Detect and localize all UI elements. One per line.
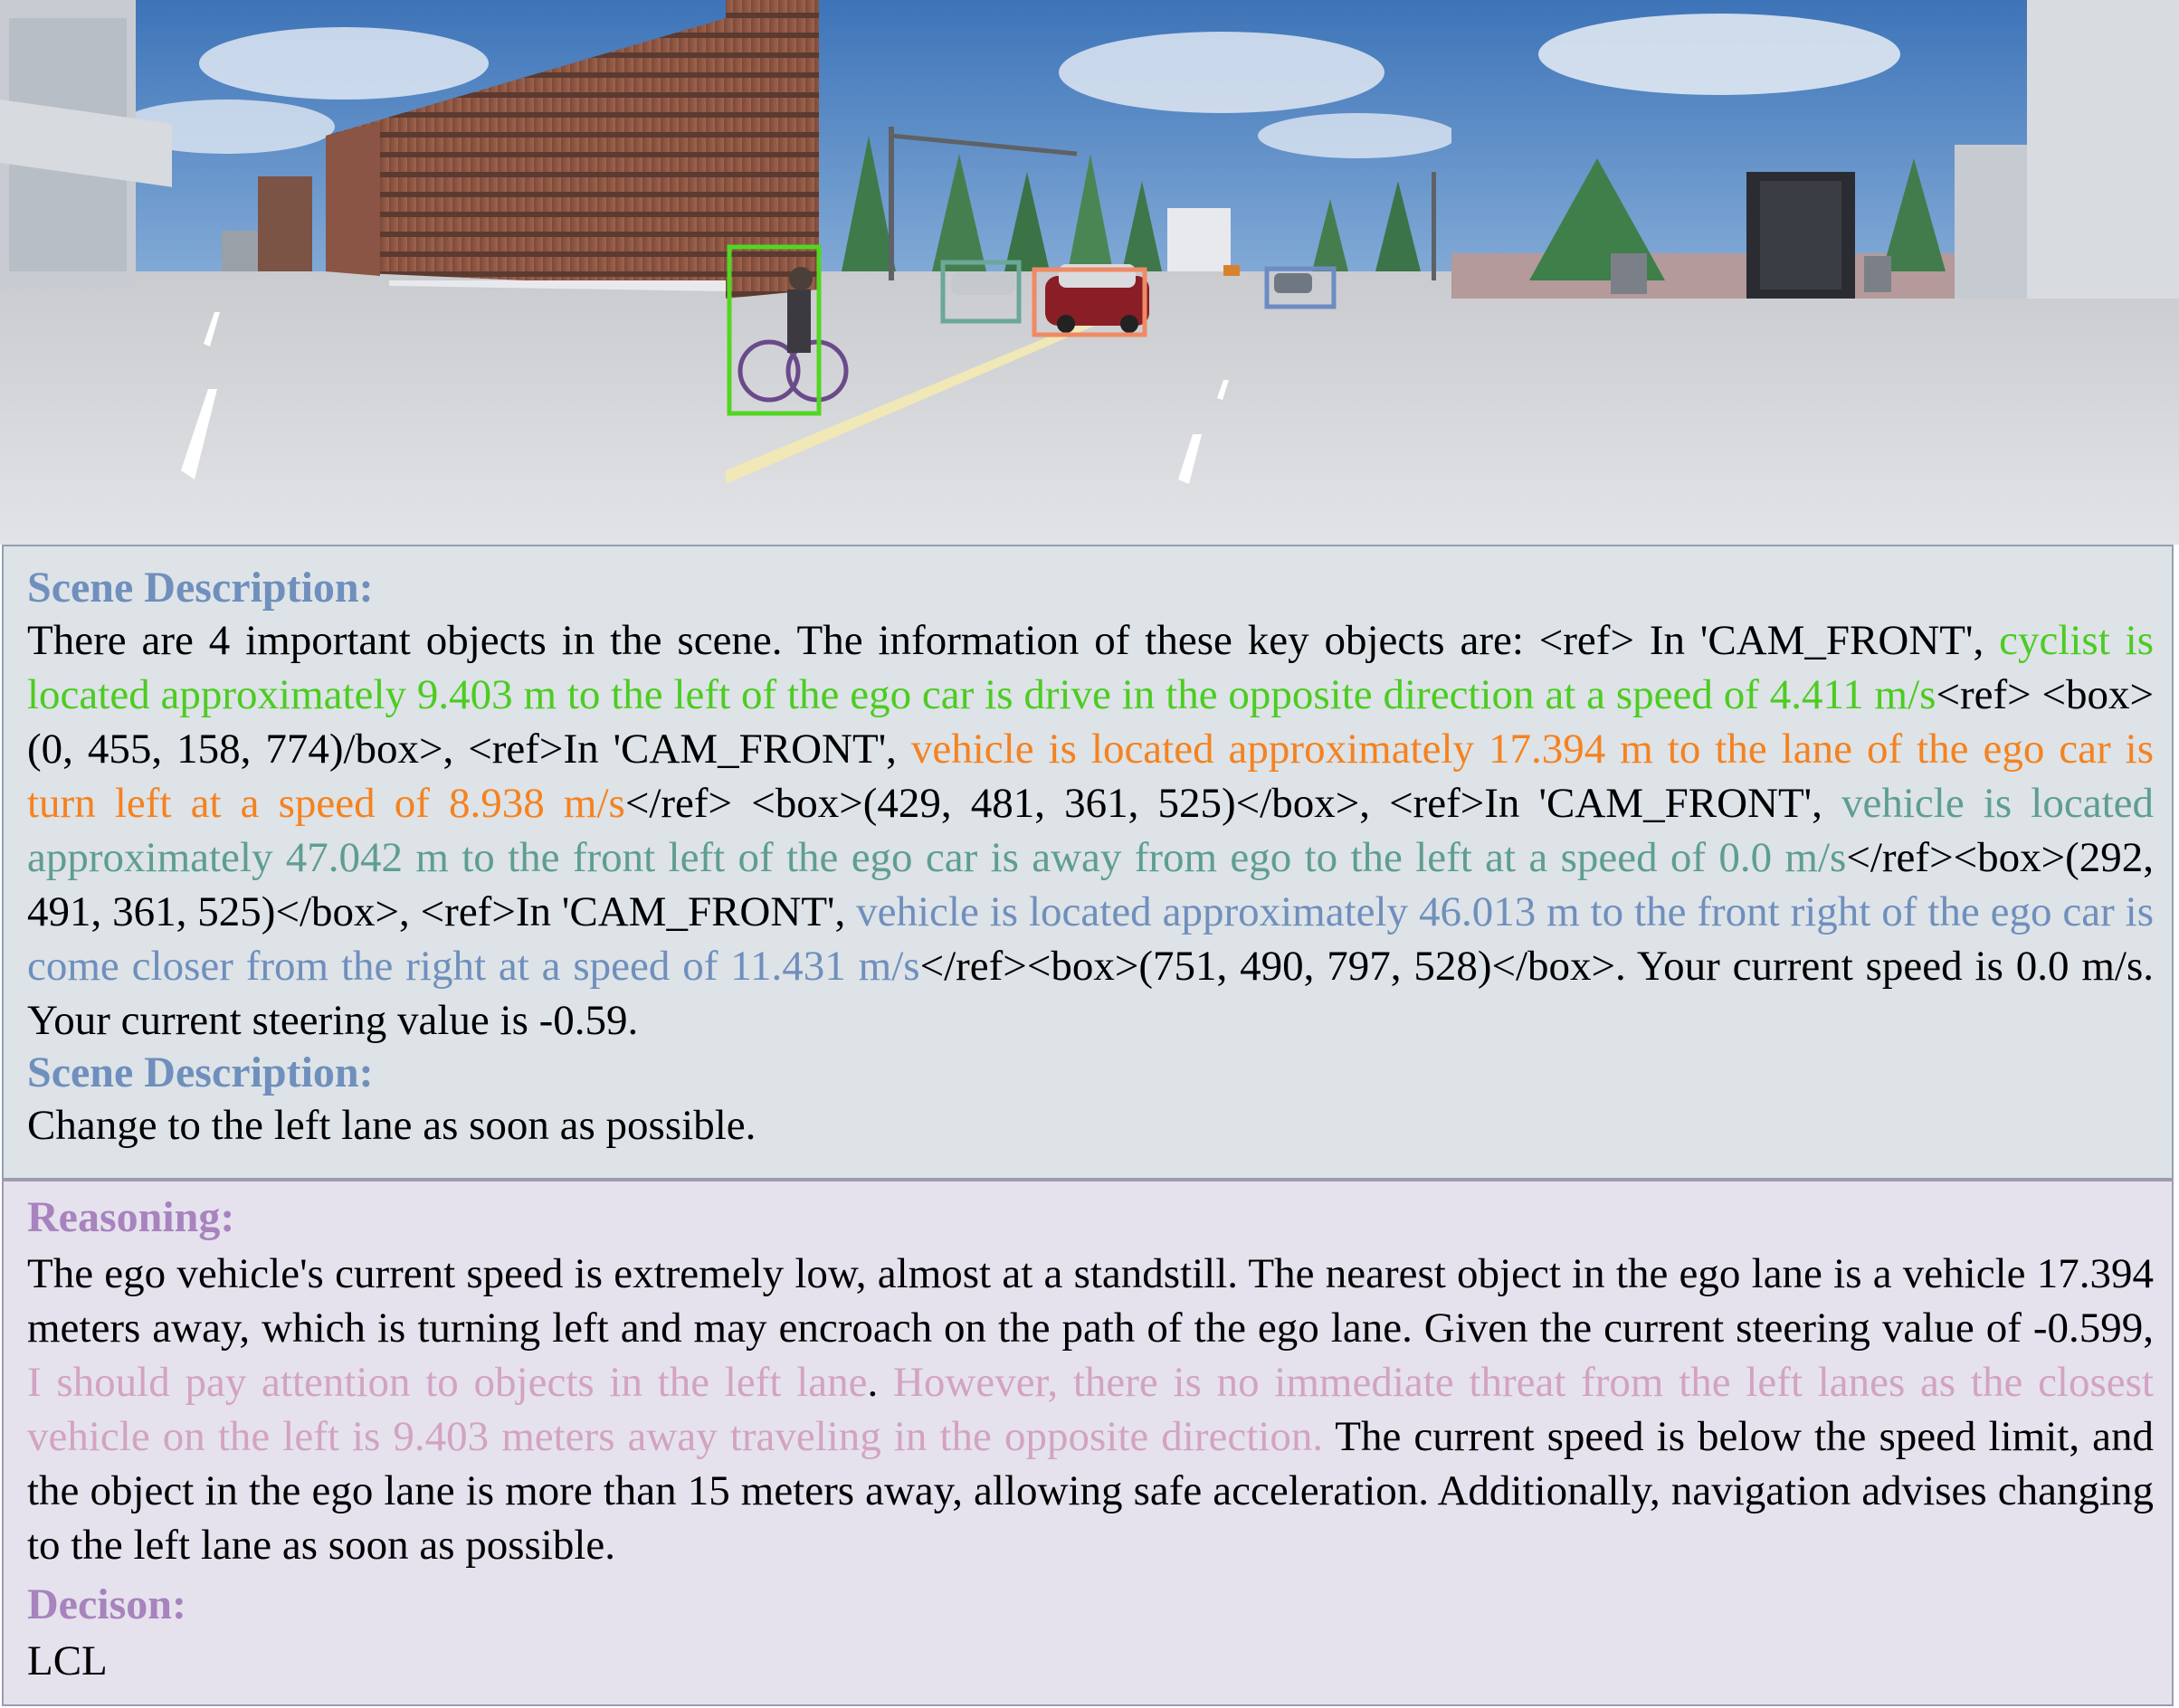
reasoning-segment: The current speed is below the speed limit, and the object in the ego lane is more than 15 meters away, allowing safe acceleration. Additionally, navigation advises changing to the left lane as soon as possible. (27, 1413, 2154, 1569)
scene-description-segment: There are 4 important objects in the scene. The information of these key objects are: <ref> In 'CAM_FRONT', (27, 617, 2000, 664)
scene-description-segment: <ref> <box>(0, 455, 158, 774)/box>, <ref>In 'CAM_FRONT', (27, 671, 2154, 773)
scene-description-text (27, 613, 2154, 1048)
decision-heading: Decison: (27, 1580, 186, 1628)
scene-description-segment: vehicle is located approximately 47.042 m to the front left of the ego car is away from ego to the left at a speed of 0.0 m/s (27, 780, 2154, 881)
reasoning-text (27, 1247, 2154, 1572)
decision-text: LCL (27, 1637, 108, 1684)
scene-description-heading: Scene Description: (27, 564, 374, 612)
right-camera-view (1451, 0, 2179, 545)
reasoning-panel (2, 1180, 2174, 1706)
scene-description-segment: vehicle is located approximately 46.013 m to the front right of the ego car is come closer from the right at a speed of 11.431 m/s (27, 888, 2154, 990)
scene-description-segment: </ref><box>(292, 491, 361, 525)</box>, <ref>In 'CAM_FRONT', (27, 834, 2154, 935)
left-camera-view (0, 0, 726, 545)
reasoning-heading: Reasoning: (27, 1193, 235, 1241)
navigation-heading: Scene Description: (27, 1049, 374, 1096)
scene-description-segment: </ref><box>(751, 490, 797, 528)</box>. Your current speed is 0.0 m/s. Your current steering value is -0.59. (27, 943, 2154, 1044)
camera-strip (0, 0, 2179, 545)
scene-description-panel (2, 545, 2174, 1180)
reasoning-segment: . (867, 1359, 893, 1406)
reasoning-segment: The ego vehicle's current speed is extremely low, almost at a standstill. The nearest object in the ego lane is a vehicle 17.394 meters away, which is turning left and may encroach on the path of the ego lane. Given the current steering value of -0.599, (27, 1250, 2154, 1352)
reasoning-segment: However, there is no immediate threat from the left lanes as the closest vehicle on the left is 9.403 meters away traveling in the opposite direction. (27, 1359, 2154, 1460)
scene-description-segment: </ref> <box>(429, 481, 361, 525)</box>, <ref>In 'CAM_FRONT', (624, 780, 1841, 827)
reasoning-segment: I should pay attention to objects in the left lane (27, 1359, 868, 1406)
scene-description-segment: cyclist is located approximately 9.403 m to the left of the ego car is drive in the opposite direction at a speed of 4.411 m/s (27, 617, 2154, 718)
navigation-text: Change to the left lane as soon as possible. (27, 1102, 756, 1149)
scene-description-segment: vehicle is located approximately 17.394 m to the lane of the ego car is turn left at a speed of 8.938 m/s (27, 726, 2154, 827)
front-camera-view (726, 0, 1457, 545)
